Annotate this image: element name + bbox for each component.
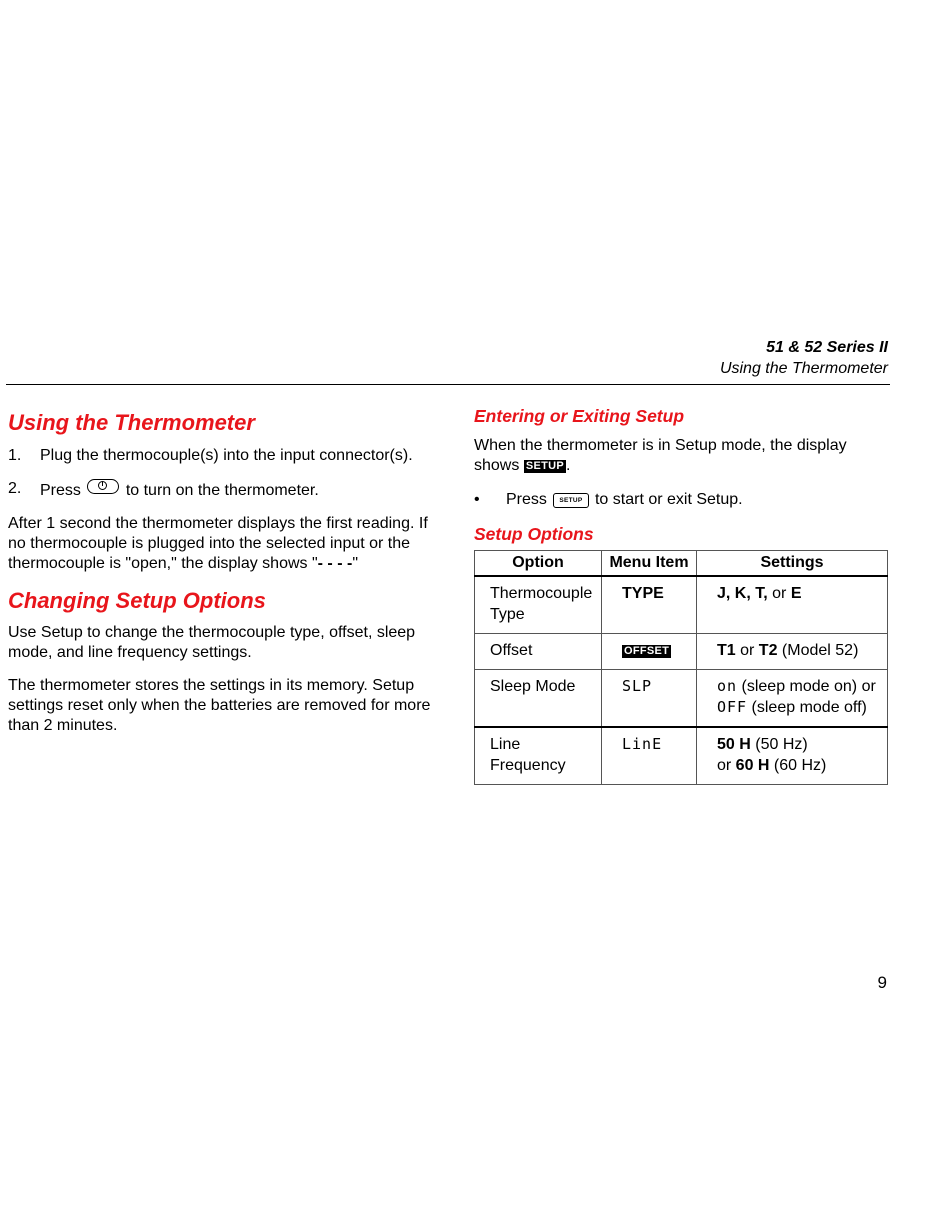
setup-paragraph: Use Setup to change the thermocouple type, offset, sleep mode, and line frequency settings. <box>8 624 416 661</box>
cell-option: Thermocouple Type <box>475 576 602 634</box>
step-text: Plug the thermocouple(s) into the input connector(s). <box>40 447 413 464</box>
table-row <box>475 634 888 670</box>
cell-option: Line Frequency <box>475 727 602 785</box>
cell-settings: J, K, T, or E <box>697 576 888 634</box>
heading-using-thermometer: Using the Thermometer <box>8 410 255 435</box>
step-2 <box>8 479 433 501</box>
setup-display-icon: SETUP <box>525 460 564 472</box>
cell-menu-item: TYPE <box>602 576 697 634</box>
heading-setup-options: Setup Options <box>474 524 594 544</box>
table-row <box>475 670 888 728</box>
offset-display-icon: OFFSET <box>624 645 670 657</box>
cell-option: Sleep Mode <box>475 670 602 728</box>
cell-settings: on (sleep mode on) or OFF (sleep mode off) <box>697 670 888 728</box>
cell-settings: 50 H (50 Hz) or 60 H (60 Hz) <box>697 727 888 785</box>
table-row <box>475 727 888 785</box>
step-text-pre: Press <box>40 482 81 499</box>
col-header-settings: Settings <box>697 551 888 577</box>
table-header-row <box>475 551 888 577</box>
table-row <box>475 576 888 634</box>
step-number: 2. <box>8 480 22 497</box>
header-series: 51 & 52 Series II <box>766 339 888 356</box>
cell-menu-item <box>602 670 697 728</box>
step-text <box>40 479 319 501</box>
power-button-icon <box>87 479 119 494</box>
left-column <box>8 408 433 736</box>
cell-settings: T1 or T2 (Model 52) <box>697 634 888 670</box>
cell-menu-item <box>602 634 697 670</box>
header-rule <box>6 384 890 385</box>
setup-options-table <box>474 550 888 785</box>
running-header <box>720 338 888 379</box>
slp-segment-display: SLP <box>622 677 653 695</box>
line-segment-display: LinE <box>622 735 663 753</box>
step-number: 1. <box>8 447 22 464</box>
cell-option: Offset <box>475 634 602 670</box>
setup-key-icon: SETUP <box>553 493 588 508</box>
right-column <box>474 404 888 785</box>
open-display-dashes: - - - - <box>317 555 353 572</box>
step-text-post: to turn on the thermometer. <box>125 482 319 499</box>
step-1 <box>8 446 433 466</box>
heading-changing-setup: Changing Setup Options <box>8 588 266 613</box>
bullet-dot: • <box>474 491 480 508</box>
first-reading-paragraph: After 1 second the thermometer displays the first reading. If no thermocouple is plugged into the selected input or the thermocouple is "open," the display shows "- - - -" <box>8 515 428 572</box>
col-header-menu-item: Menu Item <box>602 551 697 577</box>
cell-menu-item <box>602 727 697 785</box>
heading-entering-exiting-setup: Entering or Exiting Setup <box>474 406 685 426</box>
page-number: 9 <box>877 973 887 992</box>
col-header-option: Option <box>475 551 602 577</box>
header-section: Using the Thermometer <box>719 360 888 377</box>
setup-mode-paragraph: When the thermometer is in Setup mode, the display shows SETUP . <box>474 437 847 474</box>
bullet-press-setup: • Press SETUP to start or exit Setup. <box>474 491 743 508</box>
memory-paragraph: The thermometer stores the settings in its memory. Setup settings reset only when the batteries are removed for more than 2 minutes. <box>8 677 431 734</box>
